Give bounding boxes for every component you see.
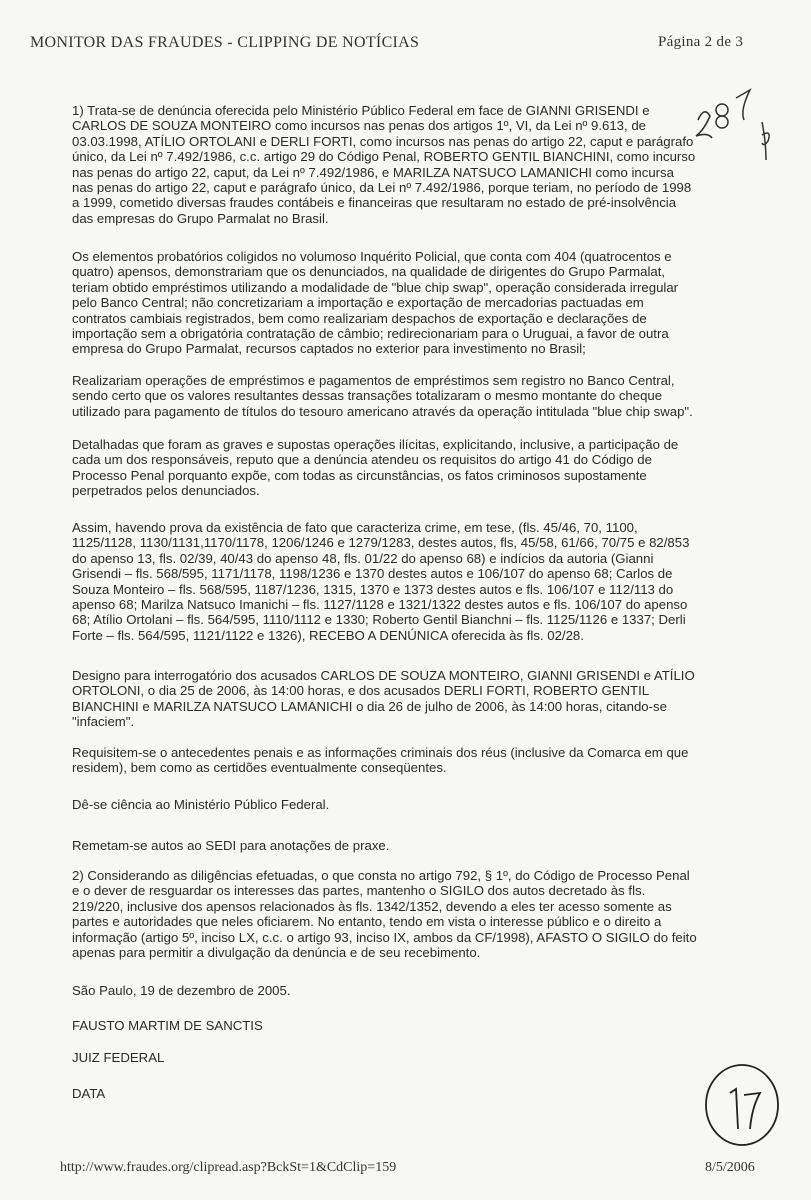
- paragraph-3: [72, 373, 693, 419]
- text-line: teriam obtido empréstimos utilizando a modalidade de "blue chip swap", operação considerada irregular: [72, 279, 679, 295]
- text-line: nas penas do artigo 22, caput, da Lei nº 7.492/1986, e MARILZA NATSUCO LAMANICHI como incursa: [72, 164, 674, 180]
- text-line: empresa do Grupo Parmalat, recursos captados no exterior para investimento no Brasil;: [72, 341, 586, 357]
- text-line: Dê-se ciência ao Ministério Público Federal.: [72, 797, 330, 812]
- paragraph-6: [72, 668, 695, 730]
- text-line: a 1999, cometido diversas fraudes contábeis e financeiras que resultaram no estado de pré-insolvência: [72, 195, 677, 211]
- text-line: das empresas do Grupo Parmalat no Brasil.: [72, 210, 329, 226]
- text-line: sendo certo que os valores resultantes dessas transações totalizaram o mesmo montante do cheque: [72, 388, 663, 404]
- paragraph-9: [72, 838, 389, 853]
- text-line: único, da Lei nº 7.492/1986, c.c. artigo 29 do Código Penal, ROBERTO GENTIL BIANCHINI, como incurso: [72, 149, 696, 165]
- text-line: Designo para interrogatório dos acusados CARLOS DE SOUZA MONTEIRO, GIANNI GRISENDI e ATÍLIO: [72, 668, 695, 683]
- paragraph-7: [72, 745, 688, 776]
- text-line: residem), bem como as certidões eventualmente conseqüentes.: [72, 760, 447, 776]
- text-line: BIANCHINI e MARILZA NATSUCO LAMANICHI o dia 26 de julho de 2006, às 14:00 horas, citando-se: [72, 698, 667, 714]
- text-line: do apenso 13, fls. 02/39, 40/43 do apenso 48, fls. 01/22 do apenso 68) e indícios da autoria (Gianni: [72, 550, 654, 566]
- text-line: Remetam-se autos ao SEDI para anotações de praxe.: [72, 838, 390, 853]
- text-line: utilizado para pagamento de títulos do tesouro americano através da operação intitulada "blue chip swap".: [72, 403, 693, 419]
- paragraph-2: [72, 249, 678, 357]
- text-line: importação sem a obrigatória contratação de câmbio; redirecionariam para o Uruguai, a favor de outra: [72, 326, 669, 342]
- handwritten-stamp-number: [700, 1055, 790, 1155]
- paragraph-5: [72, 520, 689, 643]
- judge-name: [72, 1018, 263, 1033]
- text-line: Detalhadas que foram as graves e supostas operações ilícitas, explicitando, inclusive, a participação de: [72, 437, 679, 452]
- text-line: CARLOS DE SOUZA MONTEIRO como incursos nas penas dos artigos 1º, VI, da Lei nº 9.613, de: [72, 118, 647, 134]
- judge-title: [72, 1050, 164, 1065]
- text-line: perpetrados pelos denunciados.: [72, 483, 260, 499]
- text-line: 03.03.1998, ATÍLIO ORTOLANI e DERLI FORTI, como incursos nas penas do artigo 22, caput e parágrafo: [72, 133, 694, 149]
- text-line: Os elementos probatórios coligidos no volumoso Inquérito Policial, que conta com 404 (quatrocentos e: [72, 249, 672, 264]
- text-line: JUIZ FEDERAL: [72, 1050, 165, 1065]
- text-line: Requisitem-se o antecedentes penais e as informações criminais dos réus (inclusive da Comarca em que: [72, 745, 689, 760]
- text-line: quatro) apensos, demonstrariam que os denunciados, na qualidade de dirigentes do Grupo Parmalat,: [72, 264, 666, 280]
- text-line: nas penas do artigo 22, caput e parágrafo único, da Lei nº 7.492/1986, porque teriam, no período de 1998: [72, 180, 692, 196]
- signature-date: [72, 983, 291, 998]
- text-line: apenas para permitir a divulgação da denúncia e de seu recebimento.: [72, 945, 481, 961]
- text-line: pelo Banco Central; não concretizariam a importação e exportação de mercadorias pactuadas em: [72, 295, 644, 311]
- footer-date: 8/5/2006: [705, 1160, 755, 1175]
- text-line: Processo Penal porquanto expõe, com todas as circunstâncias, os fatos criminosos supostamente: [72, 467, 647, 483]
- text-line: 1125/1128, 1130/1131,1170/1178, 1206/1246 e 1279/1283, destes autos, fls, 45/58, 61/66, 70/75 e 82/853: [72, 535, 690, 551]
- text-line: Grisendi – fls. 568/595, 1171/1178, 1198/1236 e 1370 destes autos e 106/107 do apenso 68; Carlos de: [72, 566, 673, 582]
- document-title: MONITOR DAS FRAUDES - CLIPPING DE NOTÍCIAS: [30, 34, 420, 51]
- text-line: DATA: [72, 1086, 106, 1101]
- text-line: Assim, havendo prova da existência de fato que caracteriza crime, em tese, (fls. 45/46, 70, 1100,: [72, 520, 638, 535]
- text-line: Realizariam operações de empréstimos e pagamentos de empréstimos sem registro no Banco Central,: [72, 373, 675, 388]
- text-line: 219/220, inclusive dos apensos relacionados às fls. 1342/1352, devendo a eles ter acesso somente as: [72, 898, 672, 914]
- paragraph-10: [72, 868, 697, 960]
- text-line: apenso 68; Marilza Natsuco Imanichi – fls. 1127/1128 e 1321/1322 destes autos e fls. 106/107 do apenso: [72, 597, 688, 613]
- footer-url: http://www.fraudes.org/clipread.asp?BckSt=1&CdClip=159: [60, 1160, 397, 1175]
- text-line: contratos cambiais registrados, bem como realizariam despachos de exportação e declarações de: [72, 310, 647, 326]
- paragraph-8: [72, 797, 329, 812]
- text-line: ORTOLONI, o dia 25 de 2006, às 14:00 horas, e dos acusados DERLI FORTI, ROBERTO GENTIL: [72, 683, 650, 699]
- text-line: 2) Considerando as diligências efetuadas, o que consta no artigo 792, § 1º, do Código de Processo Penal: [72, 868, 690, 883]
- text-line: FAUSTO MARTIM DE SANCTIS: [72, 1018, 263, 1033]
- text-line: informação (artigo 5º, inciso LX, c.c. o artigo 93, inciso IX, ambos da CF/1998), AFASTO O SIGILO do feito: [72, 929, 697, 945]
- paragraph-4: [72, 437, 678, 499]
- handwritten-page-number: [690, 80, 780, 170]
- text-line: "infaciem".: [72, 714, 135, 730]
- text-line: cada um dos responsáveis, reputo que a denúncia atendeu os requisitos do artigo 41 do Código de: [72, 452, 652, 468]
- text-line: Forte – fls. 564/595, 1121/1122 e 1326), RECEBO A DENÚNICA oferecida às fls. 02/28.: [72, 627, 584, 643]
- text-line: partes e autoridades que neles oficiarem. No entanto, tendo em vista o interesse público e o direito a: [72, 914, 662, 930]
- text-line: Souza Monteiro – fls. 568/595, 1187/1236, 1315, 1370 e 1373 destes autos e fls. 106/107 e 112/113 do: [72, 581, 674, 597]
- text-line: 1) Trata-se de denúncia oferecida pelo Ministério Público Federal em face de GIANNI GRISENDI e: [72, 103, 650, 118]
- date-label: [72, 1086, 105, 1101]
- text-line: e o dever de resguardar os interesses das partes, mantenho o SIGILO dos autos decretado às fls.: [72, 883, 646, 899]
- paragraph-1: [72, 103, 695, 226]
- text-line: São Paulo, 19 de dezembro de 2005.: [72, 983, 291, 998]
- text-line: 68; Atílio Ortolani – fls. 564/595, 1110/1112 e 1330; Roberto Gentil Bianchni – fls. 1125/1126 e 1337; Derli: [72, 612, 686, 628]
- page-indicator: Página 2 de 3: [658, 34, 744, 50]
